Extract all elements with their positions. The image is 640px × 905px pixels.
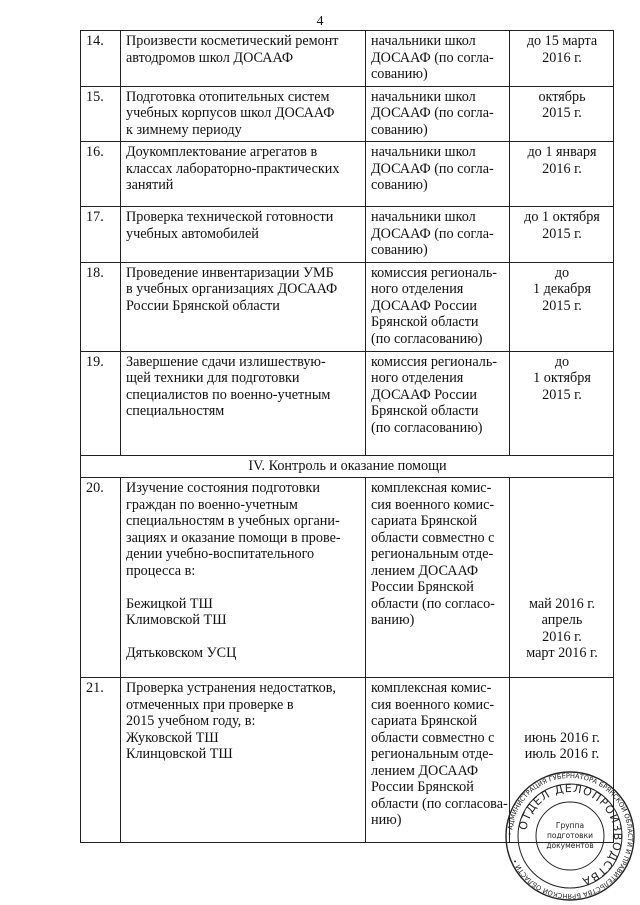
table-row <box>81 86 614 142</box>
action-cell-line <box>126 629 361 646</box>
responsible-cell-line: сованию) <box>371 121 428 138</box>
responsible-cell <box>366 478 510 678</box>
row-number: 14. <box>81 31 121 87</box>
responsible-cell <box>366 142 510 207</box>
action-cell <box>121 207 366 263</box>
row-number: 17. <box>81 207 121 263</box>
responsible-cell <box>366 262 510 351</box>
deadline-cell-line: до 1 октября <box>524 209 600 225</box>
action-cell-line: Проверка технической готовности <box>126 209 334 225</box>
responsible-cell-line: области совместно с <box>371 529 495 546</box>
responsible-cell-line: Брянской области <box>371 314 479 330</box>
table-row <box>81 31 614 87</box>
row-number: 16. <box>81 142 121 207</box>
deadline-cell-line <box>515 579 609 596</box>
action-cell-line: зациях и оказание помощи в прове- <box>126 529 341 546</box>
row-number: 18. <box>81 262 121 351</box>
action-cell-line: Доукомплектование агрегатов в <box>126 144 318 160</box>
responsible-cell <box>366 31 510 87</box>
deadline-cell-line <box>515 480 609 497</box>
action-cell <box>121 86 366 142</box>
responsible-cell-line: региональным отде- <box>371 746 494 762</box>
action-cell-line: щей техники для подготовки <box>126 370 300 386</box>
deadline-cell-line: май 2016 г. <box>528 595 595 612</box>
responsible-cell-line: начальники школ <box>371 209 476 225</box>
deadline-cell-line: 1 декабря <box>533 281 591 297</box>
responsible-cell-line: (по согласованию) <box>371 330 483 347</box>
deadline-cell-line: 2015 г. <box>542 105 582 121</box>
responsible-cell-line: начальники школ <box>371 88 476 105</box>
action-cell-line: в учебных организациях ДОСААФ <box>126 281 338 297</box>
action-cell-line: Изучение состояния подготовки <box>126 480 320 496</box>
deadline-cell-line: 2016 г. <box>542 628 582 645</box>
deadline-cell <box>510 351 614 455</box>
responsible-cell <box>366 351 510 455</box>
deadline-cell-line <box>515 563 609 580</box>
responsible-cell-line: Брянской области <box>371 403 479 419</box>
responsible-cell-line: комплексная комис- <box>371 480 492 496</box>
action-cell-line: граждан по военно-учетным <box>126 496 298 513</box>
responsible-cell-line: ДОСААФ (по согла- <box>371 105 494 121</box>
deadline-cell-line <box>515 530 609 547</box>
table-row <box>81 207 614 263</box>
deadline-cell-line <box>515 497 609 514</box>
responsible-cell-line: ванию) <box>371 612 415 628</box>
page-number: 4 <box>316 14 324 29</box>
deadline-cell-line: октябрь <box>538 88 586 105</box>
action-cell <box>121 478 366 678</box>
action-cell <box>121 678 366 843</box>
deadline-cell-line <box>515 713 609 730</box>
action-cell-line: классах лабораторно-практических <box>126 160 340 177</box>
action-cell <box>121 142 366 207</box>
action-cell-line: Климовской ТШ <box>126 612 227 628</box>
responsible-cell-line: сия военного комис- <box>371 696 495 713</box>
row-number: 20. <box>81 478 121 678</box>
deadline-cell-line <box>515 513 609 530</box>
action-cell-line: специальностям <box>126 403 225 419</box>
responsible-cell-line: (по согласованию) <box>371 419 483 436</box>
responsible-cell <box>366 207 510 263</box>
deadline-cell <box>510 207 614 263</box>
responsible-cell-line: региональным отде- <box>371 546 494 562</box>
deadline-cell-line <box>515 697 609 714</box>
row-number: 21. <box>81 678 121 843</box>
responsible-cell-line: лением ДОСААФ <box>371 562 479 579</box>
action-cell-line: Проверка устранения недостатков, <box>126 680 336 696</box>
responsible-cell-line: ДОСААФ (по согла- <box>371 160 494 177</box>
stamp-department-text: ОТДЕЛ ДЕЛОПРОИЗВОДСТВА <box>516 781 625 889</box>
deadline-cell <box>510 478 614 678</box>
deadline-cell-line: до 1 января <box>527 144 597 160</box>
table-row <box>81 478 614 678</box>
action-cell <box>121 351 366 455</box>
deadline-cell-line: март 2016 г. <box>526 645 598 661</box>
deadline-cell-line: 2016 г. <box>542 49 582 66</box>
responsible-cell-line: сариата Брянской <box>371 513 478 529</box>
action-cell <box>121 262 366 351</box>
responsible-cell-line: сованию) <box>371 66 428 82</box>
row-number: 19. <box>81 351 121 455</box>
deadline-cell <box>510 142 614 207</box>
deadline-cell-line: 1 октября <box>533 370 591 386</box>
responsible-cell-line: России Брянской <box>371 579 474 595</box>
deadline-cell-line: июль 2016 г. <box>524 746 600 762</box>
deadline-cell-line: до <box>554 353 570 370</box>
responsible-cell-line: сованию) <box>371 177 428 193</box>
deadline-cell-line: 2015 г. <box>542 225 582 242</box>
action-cell-line: занятий <box>126 177 174 193</box>
responsible-cell-line: нию) <box>371 812 402 828</box>
responsible-cell-line: области (по согласова- <box>371 795 508 812</box>
stamp-center-line-2: подготовки <box>547 831 593 840</box>
plan-table <box>80 30 614 843</box>
responsible-cell-line: ДОСААФ (по согла- <box>371 225 494 242</box>
action-cell-line: процесса в: <box>126 562 196 579</box>
row-number: 15. <box>81 86 121 142</box>
deadline-cell-line: июнь 2016 г. <box>524 729 600 746</box>
action-cell-line: специальностям в учебных органи- <box>126 513 340 529</box>
responsible-cell-line: ДОСААФ России <box>371 297 477 314</box>
deadline-cell-line <box>515 546 609 563</box>
stamp-center-line-3: документов <box>546 841 594 850</box>
deadline-cell <box>510 86 614 142</box>
action-cell-line: Бежицкой ТШ <box>126 595 213 612</box>
responsible-cell-line: начальники школ <box>371 144 476 160</box>
deadline-cell-line: 2015 г. <box>542 386 582 403</box>
action-cell-line: к зимнему периоду <box>126 121 242 138</box>
deadline-cell <box>510 31 614 87</box>
stamp-center-line-1: Группа <box>555 821 585 830</box>
responsible-cell-line: комиссия региональ- <box>371 353 498 370</box>
action-cell-line: Жуковской ТШ <box>126 729 219 746</box>
action-cell-line: Завершение сдачи излишествую- <box>126 353 326 370</box>
table-row <box>81 142 614 207</box>
responsible-cell <box>366 678 510 843</box>
action-cell-line: Подготовка отопительных систем <box>126 88 330 105</box>
responsible-cell-line: сия военного комис- <box>371 496 495 513</box>
action-cell-line: дении учебно-воспитательного <box>126 546 315 562</box>
responsible-cell-line: ного отделения <box>371 281 464 297</box>
responsible-cell-line: сариата Брянской <box>371 713 478 729</box>
responsible-cell-line: области (по согласо- <box>371 595 495 612</box>
table-row <box>81 262 614 351</box>
action-cell-line: специалистов по военно-учетным <box>126 386 331 403</box>
action-cell <box>121 31 366 87</box>
responsible-cell-line: ного отделения <box>371 370 464 386</box>
action-cell-line: России Брянской области <box>126 297 280 314</box>
deadline-cell-line: до <box>554 264 570 281</box>
action-cell-line: автодромов школ ДОСААФ <box>126 49 294 66</box>
responsible-cell-line: комплексная комис- <box>371 680 492 696</box>
action-cell-line: отмеченных при проверке в <box>126 696 294 713</box>
action-cell-line: учебных автомобилей <box>126 225 259 242</box>
action-cell-line: Дятьковском УСЦ <box>126 645 237 661</box>
deadline-cell-line <box>515 680 609 697</box>
responsible-cell-line: ДОСААФ России <box>371 386 477 403</box>
section-row <box>81 455 614 478</box>
deadline-cell-line: 2015 г. <box>542 297 582 314</box>
table-row <box>81 351 614 455</box>
deadline-cell-line: 2016 г. <box>542 160 582 177</box>
deadline-cell-line: до 15 марта <box>526 33 598 49</box>
responsible-cell-line: ДОСААФ (по согла- <box>371 49 494 66</box>
action-cell-line: Проведение инвентаризации УМБ <box>126 264 334 281</box>
responsible-cell-line: начальники школ <box>371 33 476 49</box>
deadline-cell-line: апрель <box>541 612 583 628</box>
responsible-cell <box>366 86 510 142</box>
official-stamp <box>504 770 636 902</box>
responsible-cell-line: сованию) <box>371 242 428 258</box>
responsible-cell-line: России Брянской <box>371 779 474 795</box>
deadline-cell <box>510 262 614 351</box>
section-title: IV. Контроль и оказание помощи <box>81 455 614 478</box>
action-cell-line: Произвести косметический ремонт <box>126 33 339 49</box>
stamp-ring-text: • АДМИНИСТРАЦИЯ ГУБЕРНАТОРА БРЯНСКОЙ ОБЛАСТИ И ПРАВИТЕЛЬСТВА БРЯНСКОЙ ОБЛАСТИ • <box>505 771 635 901</box>
action-cell-line: Клинцовской ТШ <box>126 746 233 762</box>
table-rows-before <box>81 31 614 456</box>
responsible-cell-line: области совместно с <box>371 729 495 746</box>
action-cell-line: учебных корпусов школ ДОСААФ <box>126 105 335 121</box>
responsible-cell-line: комиссия региональ- <box>371 264 498 281</box>
action-cell-line: 2015 учебном году, в: <box>126 713 256 729</box>
action-cell-line <box>126 579 361 596</box>
responsible-cell-line: лением ДОСААФ <box>371 762 479 779</box>
